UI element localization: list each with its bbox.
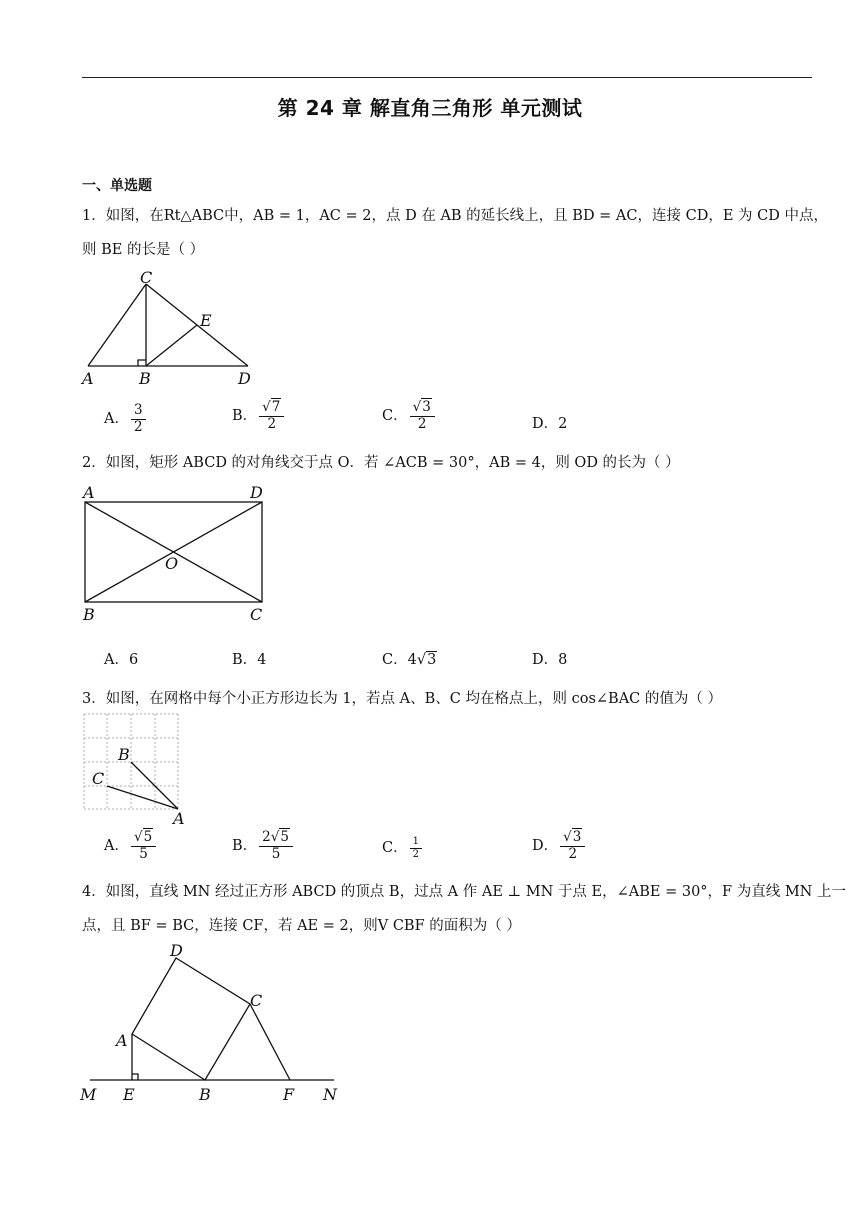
q4-label-b: B: [199, 1085, 211, 1104]
q2-option-b-value: 4: [257, 652, 267, 668]
q2-option-a-value: 6: [128, 652, 139, 668]
q3-option-a[interactable]: [104, 830, 158, 862]
q1-label-a: A: [82, 369, 94, 388]
q1-segment-ac: [88, 284, 146, 366]
header-rule: [82, 77, 812, 78]
q1-figure: [80, 268, 270, 390]
q4-label-a: A: [116, 1031, 128, 1050]
section-heading: 一、单选题: [82, 178, 152, 194]
q1-option-c-value: $\frac{√3}{2}$: [410, 400, 435, 432]
q1-option-c-letter: C．: [382, 408, 408, 425]
q3-label-b: B: [118, 745, 130, 764]
q4-label-f: F: [283, 1085, 295, 1104]
q2-option-b[interactable]: [232, 648, 266, 669]
q4-label-n: N: [323, 1085, 337, 1104]
q2-label-c: C: [250, 605, 263, 624]
q1-option-a[interactable]: [104, 403, 148, 435]
q3-figure: [80, 712, 190, 828]
q1-label-b: B: [139, 369, 151, 388]
q1-right-angle-mark: [138, 360, 146, 366]
q2-option-a[interactable]: [104, 648, 138, 669]
q1-stem-line1: 1．如图，在Rt△ABC中，AB = 1，AC = 2，点 D 在 AB 的延长线上，且 BD = AC，连接 CD，E 为 CD 中点，: [82, 208, 828, 224]
q4-label-c: C: [250, 991, 263, 1010]
q3-option-c-letter: C．: [382, 840, 408, 856]
q4-stem-line2: 点，且 BF = BC，连接 CF，若 AE = 2，则V CBF 的面积为（ ）: [82, 918, 521, 934]
q3-label-a: A: [173, 809, 185, 828]
q1-stem-line2: 则 BE 的长是（ ）: [82, 242, 205, 258]
q4-label-e: E: [123, 1085, 135, 1104]
q3-option-a-value: $\frac{√5}{5}$: [131, 830, 156, 862]
q2-option-d-letter: D．: [532, 652, 559, 668]
q3-option-d-value: $\frac{√3}{2}$: [560, 830, 585, 862]
q1-label-c: C: [140, 268, 153, 287]
q3-option-d[interactable]: [532, 830, 587, 862]
q4-label-d: D: [170, 941, 183, 960]
q2-option-a-letter: A．: [104, 652, 129, 668]
q1-segment-be: [146, 325, 197, 366]
q3-option-b-letter: B．: [232, 838, 258, 855]
q4-right-angle-mark: [132, 1074, 138, 1080]
q2-label-b: B: [83, 605, 95, 624]
q1-option-b[interactable]: [232, 400, 286, 432]
q4-figure: [78, 941, 348, 1111]
q3-option-d-letter: D．: [532, 838, 559, 855]
q1-option-b-value: $\frac{√7}{2}$: [259, 400, 284, 432]
q2-option-b-letter: B．: [232, 652, 258, 668]
q3-option-c[interactable]: [382, 836, 424, 860]
q2-label-a: A: [83, 483, 95, 502]
q2-option-c-value: 4√3: [407, 652, 437, 668]
page-title: 第 24 章 解直角三角形 单元测试: [277, 96, 583, 120]
q3-option-b-value: $\frac{2√5}{5}$: [259, 830, 293, 862]
q2-option-d-value: 8: [558, 652, 568, 668]
q1-option-b-letter: B．: [232, 408, 258, 425]
q4-label-m: M: [80, 1085, 97, 1104]
q2-option-c-letter: C．: [382, 652, 408, 668]
q1-option-d-value: 2: [558, 416, 568, 432]
q3-option-a-letter: A．: [104, 838, 129, 855]
q2-option-c[interactable]: [382, 648, 437, 669]
q3-label-c: C: [92, 769, 105, 788]
q1-option-d-letter: D．: [532, 416, 559, 432]
q1-option-a-value: $\frac{3}{2}$: [131, 403, 146, 435]
q3-stem-line1: 3．如图，在网格中每个小正方形边长为 1，若点 A、B、C 均在格点上，则 cos∠BAC 的值为（ ）: [82, 691, 722, 707]
q4-square-abcd: [132, 958, 250, 1080]
q3-option-c-value: $\frac{1}{2}$: [410, 836, 422, 860]
q1-label-d: D: [238, 369, 251, 388]
q1-option-a-letter: A．: [104, 411, 129, 428]
q2-label-d: D: [250, 483, 263, 502]
q1-option-c[interactable]: [382, 400, 437, 432]
q2-label-o: O: [165, 554, 179, 573]
q1-option-d[interactable]: [532, 412, 567, 433]
q1-label-e: E: [200, 311, 212, 330]
q3-option-b[interactable]: [232, 830, 295, 862]
q2-option-d[interactable]: [532, 648, 567, 669]
q2-figure: [80, 482, 280, 622]
q2-stem-line1: 2．如图，矩形 ABCD 的对角线交于点 O．若 ∠ACB = 30°，AB = 4，则 OD 的长为（ ）: [82, 455, 680, 471]
q4-stem-line1: 4．如图，直线 MN 经过正方形 ABCD 的顶点 B，过点 A 作 AE ⊥ MN 于点 E，∠ABE = 30°，F 为直线 MN 上一: [82, 884, 846, 900]
q4-segment-cf: [250, 1004, 290, 1080]
